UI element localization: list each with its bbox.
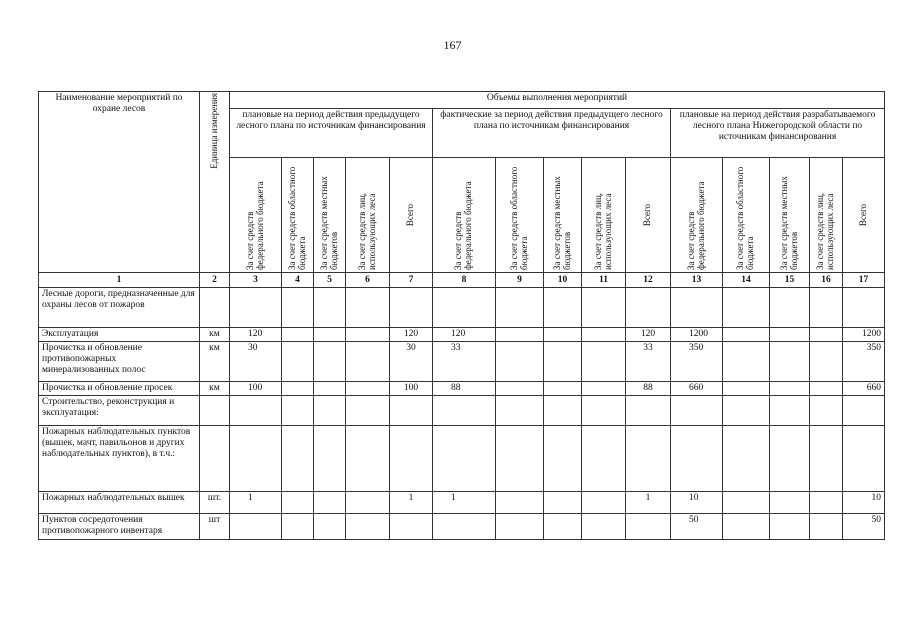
value-cell: [282, 514, 314, 540]
header-persons: За счет средств лиц, использующих леса: [346, 158, 390, 273]
value-cell: 120: [390, 328, 433, 342]
column-number: 1: [39, 273, 200, 288]
value-cell: [314, 396, 346, 426]
value-cell: [282, 342, 314, 382]
header-local: За счет средств местных бюджетов: [314, 158, 346, 273]
header-group-actual-previous: фактические за период действия предыдущего лесного плана по источникам финансирования: [433, 109, 671, 158]
value-cell: 1: [433, 492, 496, 514]
value-cell: [626, 426, 671, 492]
value-cell: [544, 426, 582, 492]
value-cell: [810, 382, 843, 396]
value-cell: 88: [433, 382, 496, 396]
header-unit-label: Единица измерения: [208, 93, 219, 169]
value-cell: [346, 342, 390, 382]
value-cell: [390, 514, 433, 540]
header-federal: За счет средств федерального бюджета: [230, 158, 282, 273]
value-cell: [626, 396, 671, 426]
column-number: 2: [200, 273, 230, 288]
header-persons: За счет средств лиц, использующих леса: [810, 158, 843, 273]
value-cell: [230, 514, 282, 540]
value-cell: 50: [843, 514, 885, 540]
value-cell: [544, 288, 582, 328]
value-cell: 1200: [843, 328, 885, 342]
value-cell: [544, 514, 582, 540]
value-cell: [314, 342, 346, 382]
value-cell: [723, 382, 770, 396]
column-number: 17: [843, 273, 885, 288]
value-cell: 1: [626, 492, 671, 514]
value-cell: [314, 328, 346, 342]
value-cell: [314, 426, 346, 492]
column-number: 11: [582, 273, 626, 288]
value-cell: [230, 396, 282, 426]
value-cell: 120: [433, 328, 496, 342]
value-cell: [346, 426, 390, 492]
value-cell: [496, 426, 544, 492]
activity-unit: [200, 396, 230, 426]
value-cell: 10: [671, 492, 723, 514]
value-cell: [770, 288, 810, 328]
value-cell: 33: [433, 342, 496, 382]
value-cell: [770, 514, 810, 540]
activity-unit: [200, 288, 230, 328]
value-cell: [346, 288, 390, 328]
header-regional: За счет средств областного бюджета: [496, 158, 544, 273]
value-cell: 30: [390, 342, 433, 382]
column-number: 3: [230, 273, 282, 288]
header-unit-column: [200, 92, 230, 273]
value-cell: [496, 288, 544, 328]
value-cell: 33: [626, 342, 671, 382]
table-row: [39, 382, 885, 396]
value-cell: [346, 396, 390, 426]
value-cell: [810, 288, 843, 328]
value-cell: [346, 514, 390, 540]
value-cell: [496, 396, 544, 426]
value-cell: [433, 288, 496, 328]
table-row: [39, 342, 885, 382]
value-cell: [496, 328, 544, 342]
value-cell: [582, 426, 626, 492]
value-cell: [314, 288, 346, 328]
activity-unit: шт: [200, 514, 230, 540]
value-cell: [582, 328, 626, 342]
value-cell: 10: [843, 492, 885, 514]
header-regional: За счет средств областного бюджета: [723, 158, 770, 273]
value-cell: [582, 342, 626, 382]
value-cell: [282, 492, 314, 514]
value-cell: [544, 382, 582, 396]
value-cell: [282, 328, 314, 342]
value-cell: [496, 514, 544, 540]
value-cell: [810, 514, 843, 540]
value-cell: 88: [626, 382, 671, 396]
value-cell: [770, 492, 810, 514]
value-cell: [770, 342, 810, 382]
value-cell: [582, 288, 626, 328]
activity-name: Пожарных наблюдательных пунктов (вышек, мачт, павильонов и других наблюдательных пунктов), в т.ч.:: [39, 426, 200, 492]
activity-name: Прочистка и обновление просек: [39, 382, 200, 396]
header-total: Всего: [390, 158, 433, 273]
value-cell: [671, 396, 723, 426]
value-cell: [671, 426, 723, 492]
value-cell: [626, 514, 671, 540]
value-cell: [496, 342, 544, 382]
column-number: 6: [346, 273, 390, 288]
value-cell: [626, 288, 671, 328]
header-regional: За счет средств областного бюджета: [282, 158, 314, 273]
value-cell: 120: [626, 328, 671, 342]
value-cell: [723, 342, 770, 382]
value-cell: [314, 492, 346, 514]
value-cell: [582, 492, 626, 514]
column-number: 10: [544, 273, 582, 288]
table-row: [39, 426, 885, 492]
value-cell: [314, 382, 346, 396]
column-number: 13: [671, 273, 723, 288]
value-cell: [390, 426, 433, 492]
fire-protection-table: [38, 91, 885, 540]
value-cell: [433, 514, 496, 540]
column-number: 8: [433, 273, 496, 288]
value-cell: [582, 514, 626, 540]
activity-name: Лесные дороги, предназначенные для охраны лесов от пожаров: [39, 288, 200, 328]
header-local: За счет средств местных бюджетов: [770, 158, 810, 273]
value-cell: 350: [843, 342, 885, 382]
value-cell: [390, 396, 433, 426]
value-cell: [496, 492, 544, 514]
value-cell: [282, 396, 314, 426]
value-cell: [770, 382, 810, 396]
activity-unit: [200, 426, 230, 492]
value-cell: 1200: [671, 328, 723, 342]
value-cell: [433, 426, 496, 492]
value-cell: 660: [843, 382, 885, 396]
activity-unit: км: [200, 342, 230, 382]
value-cell: [390, 288, 433, 328]
page-number: 167: [443, 38, 462, 52]
header-total: Всего: [626, 158, 671, 273]
value-cell: 30: [230, 342, 282, 382]
value-cell: [582, 396, 626, 426]
value-cell: [433, 396, 496, 426]
activity-name: Эксплуатация: [39, 328, 200, 342]
activity-name: Пожарных наблюдательных вышек: [39, 492, 200, 514]
value-cell: [810, 328, 843, 342]
value-cell: [582, 382, 626, 396]
header-name-column: Наименование мероприятий по охране лесов: [39, 92, 200, 273]
value-cell: [282, 288, 314, 328]
value-cell: [723, 288, 770, 328]
value-cell: [770, 328, 810, 342]
value-cell: [810, 342, 843, 382]
value-cell: [346, 328, 390, 342]
activity-unit: км: [200, 382, 230, 396]
value-cell: [843, 396, 885, 426]
value-cell: 100: [230, 382, 282, 396]
activity-name: Строительство, реконструкция и эксплуатация:: [39, 396, 200, 426]
value-cell: [770, 426, 810, 492]
value-cell: [282, 426, 314, 492]
table-row: [39, 328, 885, 342]
header-group-planned-new: плановые на период действия разрабатываемого лесного плана Нижегородской области по источникам финансирования: [671, 109, 885, 158]
value-cell: [723, 514, 770, 540]
value-cell: [314, 514, 346, 540]
value-cell: [544, 492, 582, 514]
value-cell: [810, 426, 843, 492]
value-cell: [671, 288, 723, 328]
column-number: 12: [626, 273, 671, 288]
value-cell: [810, 492, 843, 514]
header-federal: За счет средств федерального бюджета: [433, 158, 496, 273]
value-cell: 660: [671, 382, 723, 396]
value-cell: 100: [390, 382, 433, 396]
table-row: [39, 514, 885, 540]
header-group-planned-previous: плановые на период действия предыдущего лесного плана по источникам финансирования: [230, 109, 433, 158]
header-volumes: Объемы выполнения мероприятий: [230, 92, 885, 109]
value-cell: 1: [230, 492, 282, 514]
value-cell: [723, 328, 770, 342]
column-number: 5: [314, 273, 346, 288]
value-cell: [810, 396, 843, 426]
header-local: За счет средств местных бюджетов: [544, 158, 582, 273]
value-cell: 120: [230, 328, 282, 342]
header-federal: За счет средств федерального бюджета: [671, 158, 723, 273]
column-number: 14: [723, 273, 770, 288]
value-cell: [723, 492, 770, 514]
column-number: 4: [282, 273, 314, 288]
column-number: 7: [390, 273, 433, 288]
column-number: 16: [810, 273, 843, 288]
value-cell: [230, 426, 282, 492]
value-cell: [230, 288, 282, 328]
value-cell: [770, 396, 810, 426]
activity-unit: км: [200, 328, 230, 342]
activity-name: Прочистка и обновление противопожарных минерализованных полос: [39, 342, 200, 382]
value-cell: [723, 426, 770, 492]
column-number: 15: [770, 273, 810, 288]
activity-unit: шт.: [200, 492, 230, 514]
table-row: [39, 288, 885, 328]
value-cell: 350: [671, 342, 723, 382]
activity-name: Пунктов сосредоточения противопожарного инвентаря: [39, 514, 200, 540]
table-row: [39, 396, 885, 426]
column-number: 9: [496, 273, 544, 288]
value-cell: [544, 328, 582, 342]
table-row: [39, 492, 885, 514]
column-numbers-row: [39, 273, 885, 288]
value-cell: [346, 382, 390, 396]
value-cell: [496, 382, 544, 396]
header-persons: За счет средств лиц, использующих леса: [582, 158, 626, 273]
value-cell: [346, 492, 390, 514]
header-total: Всего: [843, 158, 885, 273]
value-cell: [843, 288, 885, 328]
value-cell: [843, 426, 885, 492]
value-cell: 50: [671, 514, 723, 540]
value-cell: [544, 342, 582, 382]
value-cell: [544, 396, 582, 426]
value-cell: [723, 396, 770, 426]
value-cell: 1: [390, 492, 433, 514]
value-cell: [282, 382, 314, 396]
